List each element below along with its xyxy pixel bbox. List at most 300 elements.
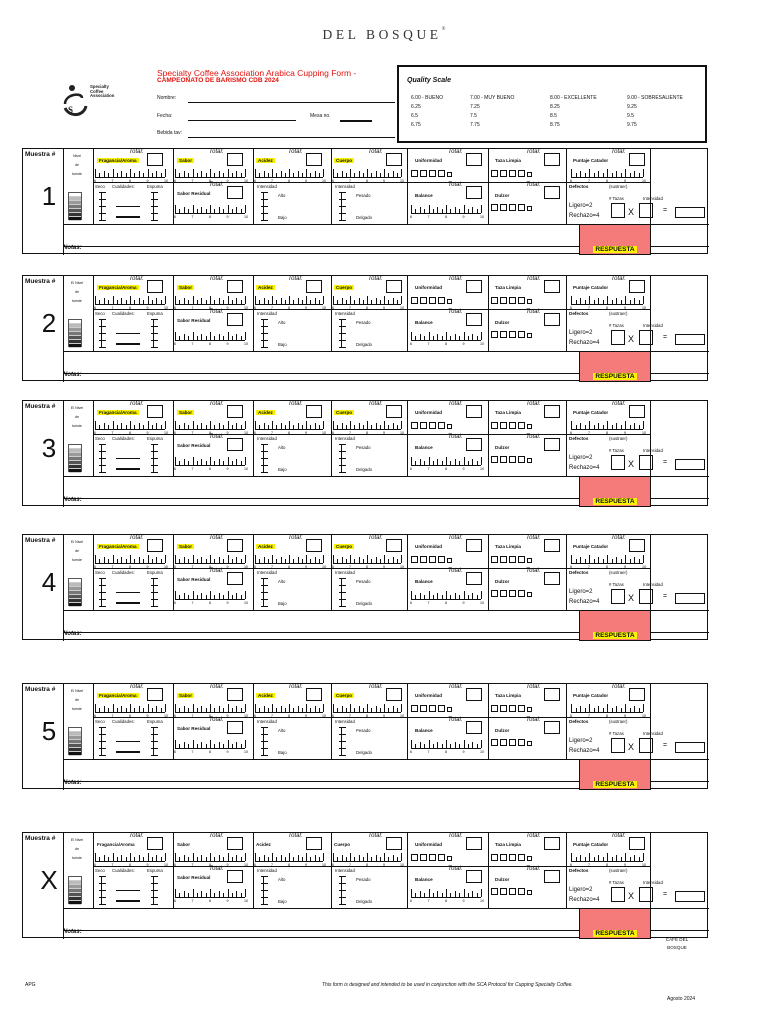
cup-checkboxes[interactable] (491, 556, 532, 563)
score-ruler[interactable] (255, 553, 323, 564)
total-label: Total: (129, 401, 144, 407)
alto-label: Alto (278, 877, 286, 882)
defect-intensity-box[interactable] (639, 330, 653, 345)
defect-total-box[interactable] (675, 742, 705, 753)
nivel-tueste-label: Nivel de tueste (72, 154, 82, 176)
defect-total-box[interactable] (675, 459, 705, 470)
intensidad-label: Intensidad (335, 184, 355, 189)
ligero-label: Ligero=2 (569, 455, 593, 461)
intensidad-label: Intensidad (257, 436, 277, 441)
total-box[interactable] (306, 837, 322, 850)
scale-number: 7 (271, 714, 273, 718)
total-label: Total: (448, 717, 463, 723)
respuesta-box[interactable] (579, 476, 651, 507)
total-box[interactable] (386, 688, 402, 701)
score-ruler[interactable] (571, 419, 643, 430)
total-box[interactable] (147, 539, 163, 552)
score-ruler[interactable] (255, 167, 323, 178)
intensity-scale[interactable] (101, 444, 111, 472)
total-box[interactable] (147, 153, 163, 166)
total-box[interactable] (306, 688, 322, 701)
score-ruler[interactable] (175, 851, 245, 862)
multiply-sign: X (628, 593, 635, 603)
intensity-scale[interactable] (341, 192, 351, 220)
delgado-label: Delgado (356, 899, 373, 904)
sabor-residual-label: Sabor Residual (177, 875, 211, 880)
total-box[interactable] (544, 186, 560, 199)
score-ruler[interactable] (333, 419, 401, 430)
total-box[interactable] (466, 153, 482, 166)
total-box[interactable] (544, 837, 560, 850)
scale-number: 8 (209, 342, 211, 346)
total-box[interactable] (466, 186, 482, 199)
score-ruler[interactable] (255, 702, 323, 713)
rechazo-label: Rechazo=4 (569, 599, 600, 605)
scale-number: 9 (462, 899, 465, 903)
score-ruler[interactable] (333, 553, 401, 564)
score-ruler[interactable] (411, 330, 481, 341)
total-box[interactable] (147, 837, 163, 850)
total-label: Total: (448, 401, 463, 407)
total-box[interactable] (227, 688, 243, 701)
dulzor-label: Dulzor (495, 579, 510, 584)
total-box[interactable] (629, 539, 645, 552)
total-box[interactable] (227, 405, 243, 418)
score-ruler[interactable] (333, 702, 401, 713)
cup-checkboxes[interactable] (491, 705, 532, 712)
cup-checkboxes[interactable] (491, 204, 532, 211)
score-ruler[interactable] (95, 294, 165, 305)
score-ruler[interactable] (175, 589, 245, 600)
puntaje-catador-label: Puntaje Catador (573, 158, 609, 163)
scale-number: 7 (349, 306, 351, 310)
taza-limpia-label: Taza Limpia (495, 842, 521, 847)
score-ruler[interactable] (411, 738, 481, 749)
intensity-scale[interactable] (341, 876, 351, 904)
scale-number: 8 (445, 899, 447, 903)
total-label: Total: (209, 434, 224, 440)
score-ruler[interactable] (255, 419, 323, 430)
cup-checkboxes[interactable] (411, 854, 452, 861)
quality-scale-title: Quality Scale (407, 77, 451, 84)
total-box[interactable] (227, 837, 243, 850)
pesado-label: Pesado (356, 320, 371, 325)
score-ruler[interactable] (175, 330, 245, 341)
espuma-label: Espuma (147, 868, 163, 873)
score-ruler[interactable] (333, 851, 401, 862)
total-box[interactable] (386, 837, 402, 850)
scale-number: 10 (322, 431, 326, 435)
cup-checkboxes[interactable] (411, 170, 452, 177)
defect-intensity-box[interactable] (639, 887, 653, 902)
cup-checkboxes[interactable] (491, 888, 532, 895)
fecha-field[interactable] (188, 120, 296, 121)
total-label: Total: (526, 309, 541, 315)
taza-limpia-label: Taza Limpia (495, 158, 521, 163)
scale-number: 8 (288, 306, 290, 310)
scale-number: 8 (445, 342, 447, 346)
intensity-scale[interactable] (153, 319, 163, 347)
total-box[interactable] (386, 153, 402, 166)
notas-label: Notas: (63, 780, 82, 786)
acidez-label: Acidez (256, 842, 271, 847)
defect-total-box[interactable] (675, 891, 705, 902)
total-box[interactable] (147, 688, 163, 701)
intensity-scale[interactable] (263, 444, 273, 472)
cup-checkboxes[interactable] (491, 854, 532, 861)
scale-number: 9 (462, 467, 465, 471)
scale-number: 9 (383, 179, 385, 183)
total-label: Total: (526, 717, 541, 723)
total-box[interactable] (227, 870, 243, 883)
cup-checkboxes[interactable] (411, 556, 452, 563)
total-label: Total: (209, 717, 224, 723)
roast-swatch (68, 876, 82, 904)
scale-number: 6 (254, 306, 256, 310)
total-box[interactable] (629, 405, 645, 418)
total-box[interactable] (227, 438, 243, 451)
dulzor-label: Dulzor (495, 728, 510, 733)
total-box[interactable] (227, 721, 243, 734)
cup-checkboxes[interactable] (411, 422, 452, 429)
scale-number: 6 (332, 863, 334, 867)
cup-checkboxes[interactable] (491, 739, 532, 746)
scale-number: 6 (174, 215, 176, 219)
total-box[interactable] (227, 313, 243, 326)
logo-text: Specialty (90, 84, 109, 89)
multiply-sign: X (628, 334, 635, 344)
intensity-scale[interactable] (153, 444, 163, 472)
respuesta-box[interactable] (579, 759, 651, 790)
espuma-label: Espuma (147, 570, 163, 575)
scale-number: 7 (191, 215, 194, 219)
score-ruler[interactable] (95, 702, 165, 713)
defect-cups-box[interactable] (611, 455, 625, 470)
scale-number: 7 (191, 306, 194, 310)
total-box[interactable] (544, 313, 560, 326)
total-box[interactable] (227, 153, 243, 166)
sabor-label: Sabor (177, 842, 191, 847)
scale-number: 9 (462, 342, 465, 346)
total-box[interactable] (544, 438, 560, 451)
intensity-scale[interactable] (263, 319, 273, 347)
sample-block (22, 148, 708, 254)
scale-number: 10 (244, 714, 248, 718)
scale-number: 8 (209, 306, 211, 310)
scale-number: 7 (349, 714, 351, 718)
scale-number: 10 (244, 431, 248, 435)
intensity-scale[interactable] (101, 578, 111, 606)
score-ruler[interactable] (571, 167, 643, 178)
quality-scale-value: 8.25 (550, 104, 560, 110)
total-box[interactable] (466, 870, 482, 883)
score-ruler[interactable] (95, 167, 165, 178)
cup-checkboxes[interactable] (491, 422, 532, 429)
scale-number: 9 (226, 565, 229, 569)
score-ruler[interactable] (255, 294, 323, 305)
total-box[interactable] (306, 405, 322, 418)
respuesta-box[interactable] (579, 908, 651, 939)
scale-number: 7 (349, 863, 351, 867)
nombre-field[interactable] (188, 102, 395, 103)
intensity-scale[interactable] (263, 876, 273, 904)
total-box[interactable] (544, 405, 560, 418)
respuesta-box[interactable] (579, 224, 651, 255)
score-ruler[interactable] (175, 455, 245, 466)
total-box[interactable] (629, 280, 645, 293)
intensity-scale[interactable] (341, 444, 351, 472)
score-ruler[interactable] (333, 294, 401, 305)
intensity-scale[interactable] (263, 727, 273, 755)
scale-number: 6 (174, 565, 176, 569)
defect-cups-box[interactable] (611, 330, 625, 345)
espuma-label: Espuma (147, 436, 163, 441)
defect-cups-box[interactable] (611, 887, 625, 902)
brand-wordmark: DEL BOSQUE® (322, 27, 446, 42)
defect-intensity-label: Intensidad (643, 323, 663, 328)
intensity-scale[interactable] (341, 319, 351, 347)
fragancia-label: Fragancia/Aroma (99, 693, 137, 698)
sample-number: 5 (41, 716, 57, 746)
scale-number: 10 (164, 179, 168, 183)
score-ruler[interactable] (95, 851, 165, 862)
scale-number: 7 (349, 179, 351, 183)
balance-label: Balance (415, 877, 433, 882)
dulzor-label: Dulzor (495, 445, 510, 450)
bajo-label: Bajo (278, 342, 287, 347)
score-ruler[interactable] (571, 851, 643, 862)
total-label: Total: (526, 401, 541, 407)
defect-total-box[interactable] (675, 593, 705, 604)
intensity-scale[interactable] (153, 727, 163, 755)
total-label: Total: (129, 276, 144, 282)
score-ruler[interactable] (95, 419, 165, 430)
total-label: Total: (368, 149, 383, 155)
scale-number: 7 (427, 467, 430, 471)
ligero-label: Ligero=2 (569, 330, 593, 336)
quality-scale-value: 9.75 (627, 122, 637, 128)
total-box[interactable] (629, 688, 645, 701)
intensity-scale[interactable] (153, 578, 163, 606)
bebida-field[interactable] (188, 137, 395, 138)
scale-number: 7 (191, 467, 194, 471)
intensity-scale[interactable] (263, 192, 273, 220)
score-ruler[interactable] (411, 887, 481, 898)
sabor-label: Sabor (179, 285, 193, 290)
sabor-residual-label: Sabor Residual (177, 726, 211, 731)
total-box[interactable] (544, 572, 560, 585)
total-box[interactable] (386, 280, 402, 293)
total-box[interactable] (544, 870, 560, 883)
defect-cups-box[interactable] (611, 738, 625, 753)
intensidad-label: Intensidad (257, 570, 277, 575)
total-box[interactable] (544, 280, 560, 293)
total-box[interactable] (227, 186, 243, 199)
intensity-scale[interactable] (341, 578, 351, 606)
defect-total-box[interactable] (675, 207, 705, 218)
scale-number: 10 (322, 179, 326, 183)
respuesta-box[interactable] (579, 351, 651, 382)
total-box[interactable] (466, 572, 482, 585)
total-label: Total: (526, 434, 541, 440)
intensity-scale[interactable] (101, 192, 111, 220)
total-box[interactable] (466, 405, 482, 418)
balance-label: Balance (415, 193, 433, 198)
total-box[interactable] (629, 837, 645, 850)
cup-checkboxes[interactable] (411, 705, 452, 712)
scale-number: 7 (191, 601, 194, 605)
total-label: Total: (288, 833, 303, 839)
total-box[interactable] (227, 572, 243, 585)
score-ruler[interactable] (175, 294, 245, 305)
score-ruler[interactable] (175, 203, 245, 214)
cualidades-label: Cualidades: (112, 570, 135, 575)
scale-number: 8 (366, 306, 368, 310)
defect-intensity-box[interactable] (639, 455, 653, 470)
scale-number: 8 (209, 714, 211, 718)
total-box[interactable] (466, 688, 482, 701)
score-ruler[interactable] (175, 167, 245, 178)
score-ruler[interactable] (175, 553, 245, 564)
sample-block (22, 832, 708, 938)
defect-intensity-box[interactable] (639, 589, 653, 604)
multiply-sign: X (628, 459, 635, 469)
quality-scale-value: 8.75 (550, 122, 560, 128)
intensity-scale[interactable] (101, 319, 111, 347)
intensity-scale[interactable] (101, 727, 111, 755)
seco-label: Seco (95, 570, 105, 575)
score-ruler[interactable] (571, 294, 643, 305)
total-box[interactable] (466, 837, 482, 850)
intensity-scale[interactable] (341, 727, 351, 755)
total-box[interactable] (466, 438, 482, 451)
scale-number: 7 (191, 899, 194, 903)
score-ruler[interactable] (175, 702, 245, 713)
score-ruler[interactable] (571, 702, 643, 713)
scale-number: 6 (410, 601, 412, 605)
puntaje-catador-label: Puntaje Catador (573, 410, 609, 415)
cup-checkboxes[interactable] (491, 590, 532, 597)
total-box[interactable] (147, 280, 163, 293)
total-box[interactable] (629, 153, 645, 166)
scale-number: 6 (94, 306, 96, 310)
total-box[interactable] (147, 405, 163, 418)
sabor-residual-label: Sabor Residual (177, 577, 211, 582)
intensity-scale[interactable] (153, 876, 163, 904)
scale-number: 8 (209, 431, 211, 435)
total-box[interactable] (544, 153, 560, 166)
respuesta-box[interactable] (579, 610, 651, 641)
defect-intensity-label: Intensidad (643, 196, 663, 201)
cup-checkboxes[interactable] (491, 331, 532, 338)
sustraer-label: (sustraer) (609, 719, 628, 724)
scale-number: 7 (427, 342, 430, 346)
scale-number: 9 (146, 714, 149, 718)
total-box[interactable] (227, 539, 243, 552)
total-box[interactable] (306, 153, 322, 166)
rechazo-label: Rechazo=4 (569, 213, 600, 219)
cup-checkboxes[interactable] (491, 170, 532, 177)
scale-number: 6 (254, 431, 256, 435)
total-box[interactable] (227, 280, 243, 293)
scale-number: 8 (209, 863, 211, 867)
score-ruler[interactable] (411, 203, 481, 214)
scale-number: 9 (226, 601, 229, 605)
total-box[interactable] (466, 539, 482, 552)
cup-checkboxes[interactable] (411, 297, 452, 304)
total-label: Total: (448, 182, 463, 188)
defect-cups-box[interactable] (611, 589, 625, 604)
total-label: Total: (611, 401, 626, 407)
roast-swatch (68, 727, 82, 755)
scale-number: 9 (624, 863, 626, 867)
total-box[interactable] (306, 280, 322, 293)
cup-checkboxes[interactable] (491, 297, 532, 304)
scale-number: 6 (174, 431, 176, 435)
score-ruler[interactable] (175, 419, 245, 430)
intensidad-label: Intensidad (257, 311, 277, 316)
score-ruler[interactable] (411, 455, 481, 466)
total-box[interactable] (544, 539, 560, 552)
total-box[interactable] (544, 721, 560, 734)
total-box[interactable] (306, 539, 322, 552)
total-box[interactable] (466, 721, 482, 734)
defect-cups-box[interactable] (611, 203, 625, 218)
score-ruler[interactable] (175, 887, 245, 898)
total-box[interactable] (466, 313, 482, 326)
defect-intensity-label: Intensidad (643, 582, 663, 587)
scale-number: 9 (305, 431, 307, 435)
intensity-scale[interactable] (101, 876, 111, 904)
cup-checkboxes[interactable] (491, 456, 532, 463)
notas-label: Notas: (63, 631, 82, 637)
score-ruler[interactable] (333, 167, 401, 178)
cafe-del-bosque-note: CAFÉ DEL BOSQUE (665, 937, 689, 950)
scale-number: 10 (322, 565, 326, 569)
score-ruler[interactable] (255, 851, 323, 862)
sca-logo-icon (60, 82, 90, 118)
footer-left: APG (25, 982, 36, 988)
total-label: Total: (209, 309, 224, 315)
total-box[interactable] (386, 539, 402, 552)
rechazo-label: Rechazo=4 (569, 897, 600, 903)
intensidad-label: Intensidad (335, 570, 355, 575)
total-label: Total: (448, 434, 463, 440)
score-ruler[interactable] (411, 589, 481, 600)
score-ruler[interactable] (95, 553, 165, 564)
scale-number: 10 (400, 179, 404, 183)
intensity-scale[interactable] (263, 578, 273, 606)
total-box[interactable] (466, 280, 482, 293)
defect-intensity-box[interactable] (639, 738, 653, 753)
defect-intensity-box[interactable] (639, 203, 653, 218)
total-label: Total: (129, 684, 144, 690)
total-box[interactable] (544, 688, 560, 701)
defect-total-box[interactable] (675, 334, 705, 345)
bebida-label: Bebida tav: (157, 130, 183, 136)
scale-number: 10 (400, 565, 404, 569)
scale-number: 6 (174, 601, 176, 605)
scale-number: 8 (209, 750, 211, 754)
intensity-scale[interactable] (153, 192, 163, 220)
taza-limpia-label: Taza Limpia (495, 544, 521, 549)
mesa-field[interactable] (340, 120, 372, 122)
scale-number: 10 (322, 714, 326, 718)
roast-swatch (68, 192, 82, 220)
total-box[interactable] (386, 405, 402, 418)
score-ruler[interactable] (175, 738, 245, 749)
score-ruler[interactable] (571, 553, 643, 564)
